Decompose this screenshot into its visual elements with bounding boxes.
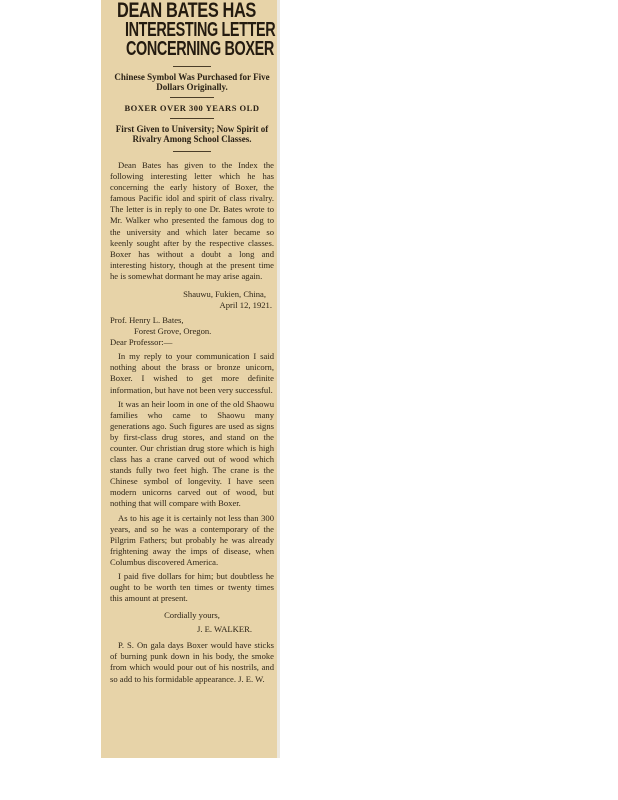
dateline-date: April 12, 1921.	[219, 300, 272, 311]
letter-paragraph: As to his age it is certainly not less than 300 years, and so he was a contemporary of the Pilgrim Fathers; but probably he was already frightening away the imps of disease, when Columbus discovered America.	[110, 512, 274, 567]
divider-rule	[170, 118, 214, 119]
subheadline-age: BOXER OVER 300 YEARS OLD	[124, 103, 260, 113]
headline-line-1: DEAN BATES HAS	[117, 0, 256, 22]
letter-paragraph: In my reply to your communication I said nothing about the brass or bronze unicorn, Boxer. I wished to get more definite information, but have not been very successful.	[110, 351, 274, 395]
dateline-place: Shauwu, Fukien, China,	[183, 289, 266, 300]
headline-line-2: INTERESTING LETTER	[125, 19, 276, 41]
subheadline-purchase: Chinese Symbol Was Purchased for Five Dollars Originally.	[114, 72, 270, 92]
newspaper-clipping	[101, 0, 277, 758]
addressee-name: Prof. Henry L. Bates,	[110, 315, 184, 326]
letter-greeting: Dear Professor:—	[110, 337, 173, 348]
subheadline-rivalry: First Given to University; Now Spirit of Rivalry Among School Classes.	[115, 124, 269, 144]
divider-rule	[173, 151, 211, 152]
letter-paragraph: I paid five dollars for him; but doubtless he ought to be worth ten times or twenty times this amount at present.	[110, 571, 274, 604]
divider-rule	[170, 97, 214, 98]
letter-signature: J. E. WALKER.	[197, 624, 252, 635]
letter-closing: Cordially yours,	[164, 610, 220, 621]
headline-line-3: CONCERNING BOXER	[126, 38, 274, 60]
scan-edge	[277, 0, 280, 758]
intro-paragraph: Dean Bates has given to the Index the following interesting letter which he has concerning the early history of Boxer, the famous Pacific idol and spirit of class rivalry. The letter is in reply to one Dr. Bates wrote to Mr. Walker who presented the famous dog to the university and which later became so keenly sought after by the respective classes. Boxer has without a doubt a long and interesting history, though at the present time he is somewhat dormant he may arise again.	[110, 160, 274, 281]
addressee-place: Forest Grove, Oregon.	[134, 326, 212, 337]
letter-paragraph: It was an heir loom in one of the old Shaowu families who came to Shaowu many generations ago. Such figures are used as signs by first-class drug stores, and stand on the counter. Our christian drug store which is high class has a crane carved out of wood which stands fully two feet high. The crane is the Chinese symbol of longevity. I have seen modern unicorns carved out of wood, but nothing that will compare with Boxer.	[110, 398, 274, 509]
divider-rule	[173, 66, 211, 67]
postscript-paragraph: P. S. On gala days Boxer would have sticks of burning punk down in his body, the smoke from which would pour out of his nostrils, and so add to his formidable appearance. J. E. W.	[110, 640, 274, 684]
